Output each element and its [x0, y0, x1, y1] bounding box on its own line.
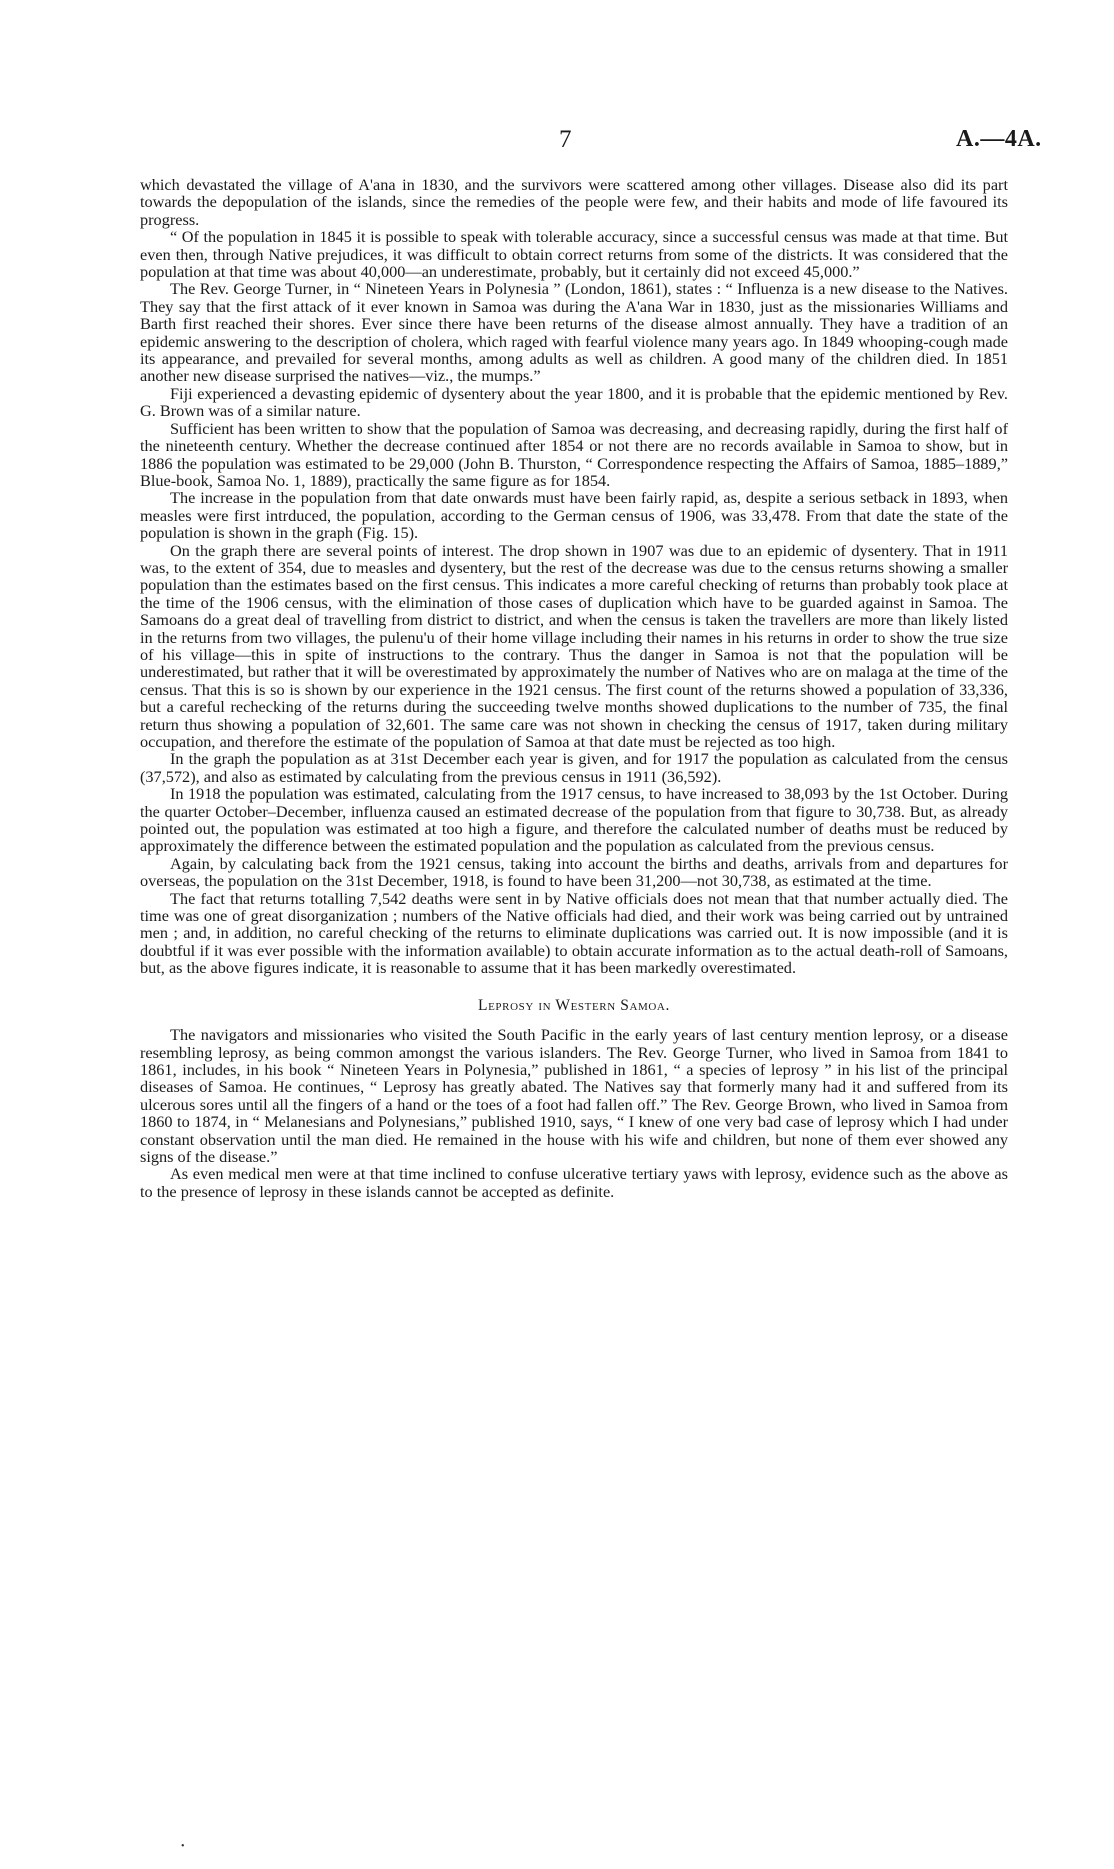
paragraph: Again, by calculating back from the 1921 census, taking into account the births and deaths, arrivals from and departures for overseas, the population on the 31st December, 1918, is found to have been 31,200—not 30,738, as estimated at the time.	[140, 853, 1008, 891]
paragraph: The Rev. George Turner, in “ Nineteen Years in Polynesia ” (London, 1861), states : “ Influenza is a new disease to the Natives. They say that the first attack of it ever known in Samoa was during the A'ana War in 1830, just as the missionaries Williams and Barth first reached their shores. Ever since there have been returns of the disease almost annually. They have a tradition of an epidemic answering to the description of cholera, which raged with fearful violence many years ago. In 1849 whooping-cough made its appearance, and prevailed for several months, among adults as well as children. A good many of the children died. In 1851 another new disease surprised the natives—viz., the mumps.”	[140, 279, 1008, 386]
paragraph: As even medical men were at that time inclined to confuse ulcerative tertiary yaws with leprosy, evidence such as the above as to the presence of leprosy in these islands cannot be accepted as definite.	[140, 1164, 1008, 1201]
document-reference: A.—4A.	[956, 126, 1042, 152]
ink-speck: •	[181, 1841, 185, 1852]
paragraph: On the graph there are several points of interest. The drop shown in 1907 was due to an epidemic of dysentery. That in 1911 was, to the extent of 354, due to measles and dysentery, but the rest of the decrease was due to the census returns showing a smaller population than the estimates based on the first census. This indicates a more careful checking of returns than probably took place at the time of the 1906 census, with the elimination of those cases of duplication which have to be guarded against in Samoa. The Samoans do a great deal of travelling from district to district, and when the census is taken the travellers are more than likely listed in the returns from two villages, the pulenu'u of their home village including their names in his returns in order to show the true size of his village—this in spite of instructions to the contrary. Thus the danger in Samoa is not that the population will be underestimated, but rather that it will be overestimated by approximately the number of Natives who are on malaga at the time of the census. That this is so is shown by our experience in the 1921 census. The first count of the returns showed a population of 33,336, but a careful rechecking of the returns during the succeeding twelve months showed duplications to the number of 735, the final return thus showing a population of 32,601. The same care was not shown in checking the census of 1917, taken during military occupation, and therefore the estimate of the population of Samoa at that date must be rejected as too high.	[140, 540, 1008, 751]
paragraph: Fiji experienced a devasting epidemic of dysentery about the year 1800, and it is probable that the epidemic mentioned by Rev. G. Brown was of a similar nature.	[140, 383, 1008, 421]
paragraph: “ Of the population in 1845 it is possible to speak with tolerable accuracy, since a successful census was made at that time. But even then, through Native prejudices, it was difficult to obtain correct returns from some of the districts. It was considered that the population at that time was about 40,000—an underestimate, probably, but it certainly did not exceed 45,000.”	[140, 227, 1008, 282]
paragraph: In 1918 the population was estimated, calculating from the 1917 census, to have increased to 38,093 by the 1st October. During the quarter October–December, influenza caused an estimated decrease of the population from that figure to 30,738. But, as already pointed out, the population was estimated at too high a figure, and therefore the calculated number of deaths must be reduced by approximately the difference between the estimated population and the population as calculated from the previous census.	[140, 784, 1008, 856]
paragraph: The increase in the population from that date onwards must have been fairly rapid, as, despite a serious setback in 1893, when measles were first intrduced, the population, according to the German census of 1906, was 33,478. From that date the state of the population is shown in the graph (Fig. 15).	[140, 488, 1008, 543]
page-header	[0, 126, 1114, 154]
paragraph: The navigators and missionaries who visited the South Pacific in the early years of last century mention leprosy, or a disease resembling leprosy, as being common amongst the various islanders. The Rev. George Turner, who lived in Samoa from 1841 to 1861, includes, in his book “ Nineteen Years in Polynesia,” published in 1861, “ a species of leprosy ” in his list of the principal diseases of Samoa. He continues, “ Leprosy has greatly abated. The Natives say that formerly many had it and suffered from its ulcerous sores until all the fingers of a hand or the toes of a foot had fallen off.” The Rev. George Brown, who lived in Samoa from 1860 to 1874, in “ Melanesians and Polynesians,” published 1910, says, “ I knew of one very bad case of leprosy which I had under constant observation until the man died. He remained in the house with his wife and children, but none of them ever showed any signs of the disease.”	[140, 1025, 1008, 1166]
paragraph: The fact that returns totalling 7,542 deaths were sent in by Native officials does not mean that that number actually died. The time was one of great disorganization ; numbers of the Native officials had died, and their work was being carried out by untrained men ; and, in addition, no careful checking of the returns to eliminate duplications was carried out. It is now impossible (and it is doubtful if it was ever possible with the information available) to obtain accurate information as to the actual death-roll of Samoans, but, as the above figures indicate, it is reasonable to assume that it has been markedly overestimated.	[140, 888, 1008, 978]
paragraph: Sufficient has been written to show that the population of Samoa was decreasing, and decreasing rapidly, during the first half of the nineteenth century. Whether the decrease continued after 1854 or not there are no records available in Samoa to show, but in 1886 the population was estimated to be 29,000 (John B. Thurston, “ Correspondence respecting the Affairs of Samoa, 1885–1889,” Blue-book, Samoa No. 1, 1889), practically the same figure as for 1854.	[140, 418, 1008, 490]
body-text	[140, 176, 1008, 1200]
paragraph: In the graph the population as at 31st December each year is given, and for 1917 the population as calculated from the census (37,572), and also as estimated by calculating from the previous census in 1911 (36,592).	[140, 749, 1008, 786]
section-heading: Leprosy in Western Samoa.	[478, 996, 670, 1014]
paragraph: which devastated the village of A'ana in 1830, and the survivors were scattered among other villages. Disease also did its part towards the depopulation of the islands, since the remedies of the people were few, and their habits and mode of life favoured its progress.	[140, 175, 1008, 229]
page-number: 7	[559, 126, 572, 153]
